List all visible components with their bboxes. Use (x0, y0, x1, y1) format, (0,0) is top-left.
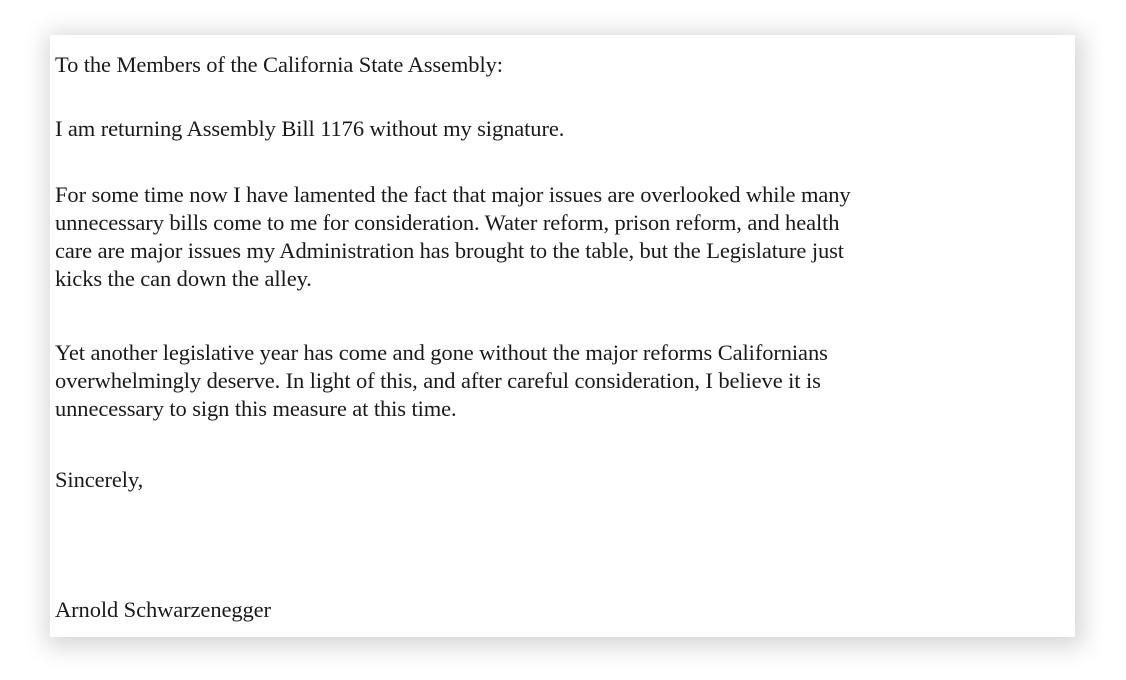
paragraph-1-line-1: For some time now I have lamented the fact that major issues are overlooked while many (55, 182, 851, 207)
opening-text: I am returning Assembly Bill 1176 without my signature. (55, 116, 565, 141)
body-paragraph-2 (55, 339, 828, 423)
paragraph-1-line-2: unnecessary bills come to me for consideration. Water reform, prison reform, and health (55, 210, 840, 235)
salutation-text: To the Members of the California State Assembly: (55, 52, 503, 77)
closing-text: Sincerely, (55, 467, 144, 492)
paragraph-2-line-2: overwhelmingly deserve. In light of this, and after careful consideration, I believe it is (55, 368, 821, 393)
paragraph-1-line-3: care are major issues my Administration has brought to the table, but the Legislature just (55, 238, 844, 263)
paragraph-2-line-1: Yet another legislative year has come and gone without the major reforms Californians (55, 340, 828, 365)
letter-page (50, 35, 1075, 637)
paragraph-1-line-4: kicks the can down the alley. (55, 266, 312, 291)
closing (55, 466, 143, 494)
opening-paragraph (55, 115, 564, 143)
salutation (55, 51, 503, 79)
body-paragraph-1 (55, 181, 851, 293)
signature (55, 596, 271, 624)
signature-name: Arnold Schwarzenegger (55, 597, 271, 622)
paragraph-2-line-3: unnecessary to sign this measure at this time. (55, 396, 457, 421)
